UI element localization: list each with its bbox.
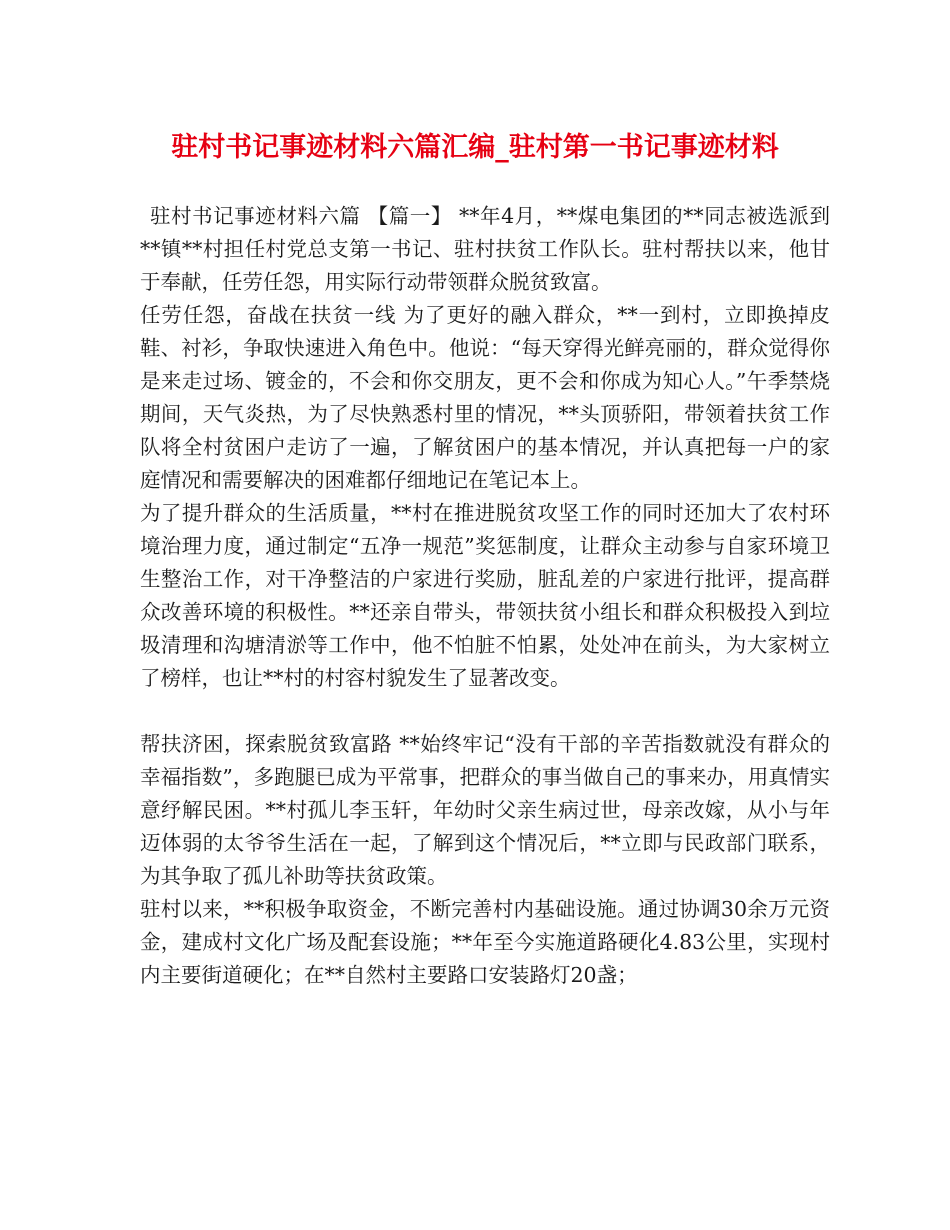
- document-title: 驻村书记事迹材料六篇汇编_驻村第一书记事迹材料: [171, 132, 779, 163]
- paragraph-environment: 为了提升群众的生活质量，**村在推进脱贫攻坚工作的同时还加大了农村环境治理力度，通过制定“五净一规范”奖惩制度，让群众主动参与自家环境卫生整治工作，对干净整洁的户家进行奖励，脏乱差的户家进行批评，提高群众改善环境的积极性。**还亲自带头，带领扶贫小组长和群众积极投入到垃圾清理和沟塘清淤等工作中，他不怕脏不怕累，处处冲在前头，为大家树立了榜样，也让**村的村容村貌发生了显著改变。: [140, 501, 830, 690]
- paragraph-poverty-relief: 帮扶济困，探索脱贫致富路 **始终牢记“没有干部的辛苦指数就没有群众的幸福指数”，多跑腿已成为平常事，把群众的事当做自己的事来办，用真情实意纾解民困。**村孤儿李玉轩，年幼时父亲生病过世，母亲改嫁，从小与年迈体弱的太爷爷生活在一起，了解到这个情况后，**立即与民政部门联系，为其争取了孤儿补助等扶贫政策。: [140, 732, 830, 888]
- paragraph-intro: 驻村书记事迹材料六篇 【篇一】 **年4月，**煤电集团的**同志被选派到**镇**村担任村党总支第一书记、驻村扶贫工作队长。驻村帮扶以来，他甘于奉献，任劳任怨，用实际行动带领群众脱贫致富。: [140, 204, 830, 294]
- paragraph-infrastructure: 驻村以来，**积极争取资金，不断完善村内基础设施。通过协调30余万元资金，建成村文化广场及配套设施；**年至今实施道路硬化4.83公里，实现村内主要街道硬化；在**自然村主要路口安装路灯20盏；: [140, 897, 830, 987]
- paragraph-spacer: [140, 695, 830, 728]
- paragraph-frontline: 任劳任怨，奋战在扶贫一线 为了更好的融入群众，**一到村，立即换掉皮鞋、衬衫，争取快速进入角色中。他说：“每天穿得光鲜亮丽的，群众觉得你是来走过场、镀金的，不会和你交朋友，更不会和你成为知心人。”午季禁烧期间，天气炎热，为了尽快熟悉村里的情况，**头顶骄阳，带领着扶贫工作队将全村贫困户走访了一遍，了解贫困户的基本情况，并认真把每一户的家庭情况和需要解决的困难都仔细地记在笔记本上。: [140, 303, 830, 492]
- document-body: [140, 200, 830, 992]
